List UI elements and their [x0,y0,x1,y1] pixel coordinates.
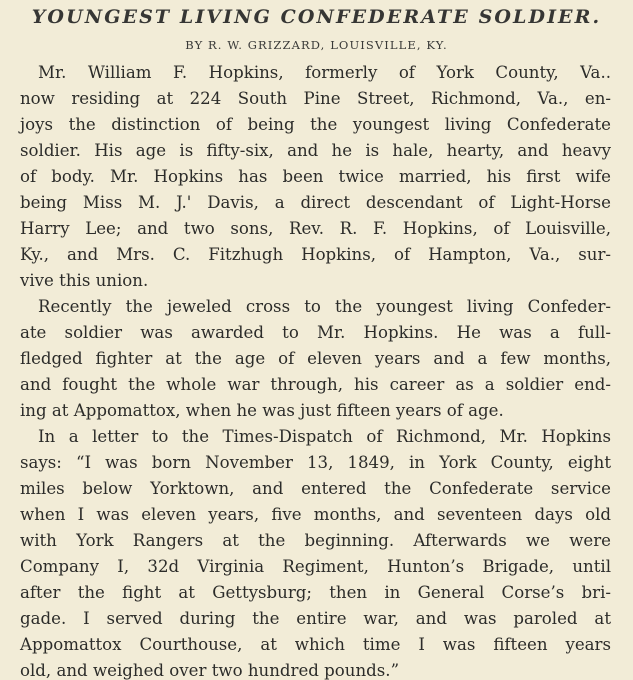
article-body [0,60,633,680]
paragraph-2 [0,294,633,424]
text-line: says: “I was born November 13, 1849, in York County, eight [20,453,611,472]
text-line: joys the distinction of being the youngest living Confederate [20,115,611,134]
text-line: now residing at 224 South Pine Street, Richmond, Va., en- [20,89,611,108]
text-line: when I was eleven years, five months, and seventeen days old [20,505,611,524]
text-line: soldier. His age is fifty-six, and he is hale, hearty, and heavy [20,141,611,160]
text-line: vive this union. [20,271,149,290]
text-line: Company I, 32d Virginia Regiment, Hunton’s Brigade, until [20,557,611,576]
text-line: gade. I served during the entire war, and was paroled at [20,609,611,628]
text-line: being Miss M. J.' Davis, a direct descendant of Light-Horse [20,193,611,212]
text-line: old, and weighed over two hundred pounds.” [20,661,400,680]
article-byline: BY R. W. GRIZZARD, LOUISVILLE, KY. [185,38,448,52]
text-line: with York Rangers at the beginning. Afterwards we were [20,531,611,550]
text-line: Appomattox Courthouse, at which time I was fifteen years [20,635,611,654]
paragraph-1 [0,60,633,294]
text-line: Harry Lee; and two sons, Rev. R. F. Hopkins, of Louisville, [20,219,611,238]
paragraph-3 [0,424,633,680]
text-line: and fought the whole war through, his career as a soldier end- [20,375,611,394]
text-line: ate soldier was awarded to Mr. Hopkins. He was a full- [20,323,611,342]
text-line: ing at Appomattox, when he was just fifteen years of age. [20,401,504,420]
text-line: In a letter to the Times-Dispatch of Richmond, Mr. Hopkins [38,427,611,446]
text-line: Recently the jeweled cross to the youngest living Confeder- [38,297,611,316]
text-line: Ky., and Mrs. C. Fitzhugh Hopkins, of Hampton, Va., sur- [20,245,611,264]
text-line: of body. Mr. Hopkins has been twice married, his first wife [20,167,611,186]
text-line: miles below Yorktown, and entered the Confederate service [20,479,611,498]
text-line: Mr. William F. Hopkins, formerly of York County, Va.. [38,63,611,82]
text-line: fledged fighter at the age of eleven years and a few months, [20,349,611,368]
text-line: after the fight at Gettysburg; then in General Corse’s bri- [20,583,611,602]
article-title: YOUNGEST LIVING CONFEDERATE SOLDIER. [31,6,602,28]
